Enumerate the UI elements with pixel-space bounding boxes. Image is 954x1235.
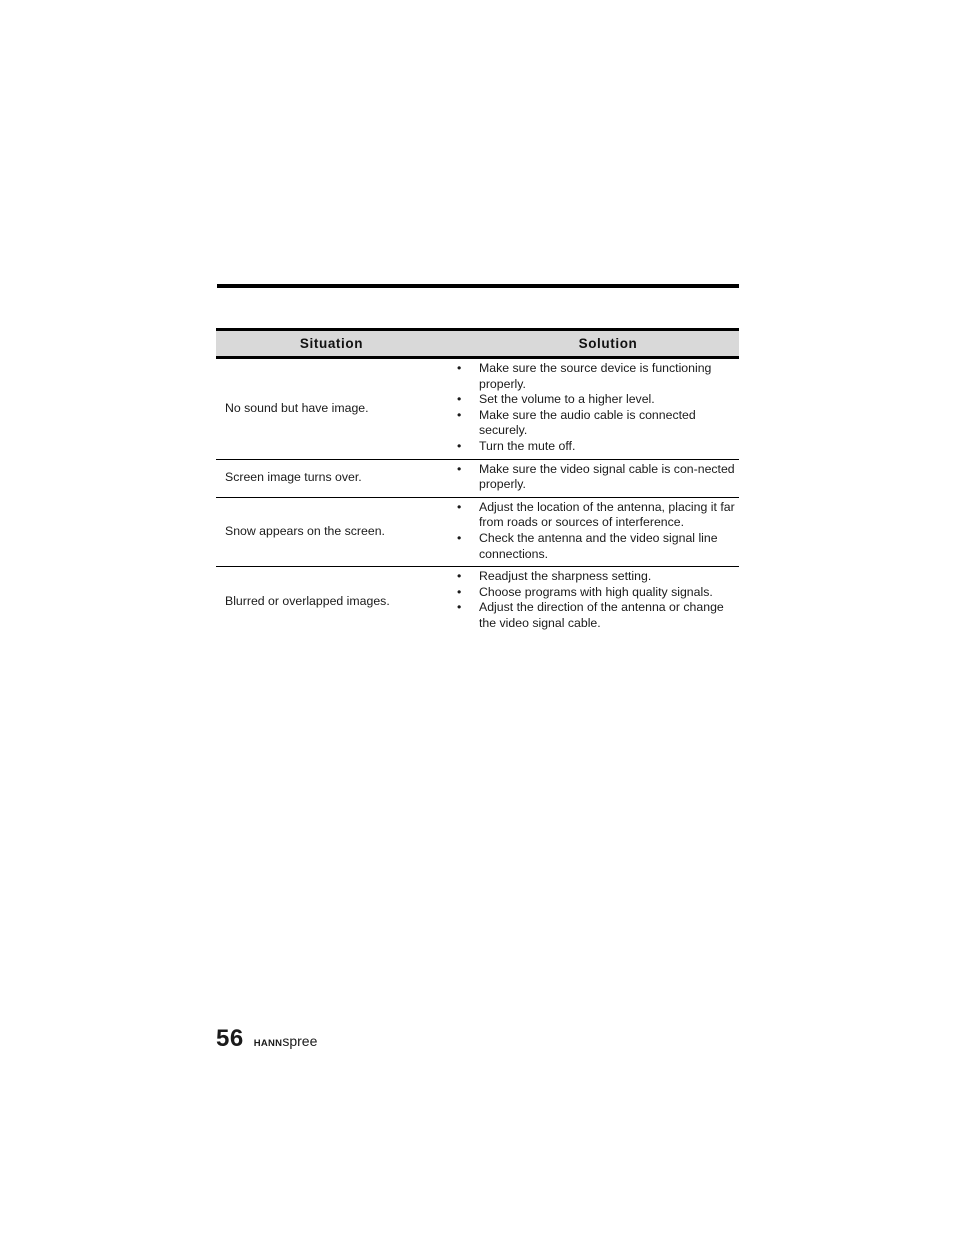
solution-cell xyxy=(447,567,739,636)
solution-list xyxy=(447,462,735,493)
brand-logo-light: spree xyxy=(282,1033,318,1049)
bullet-icon: • xyxy=(457,569,462,584)
table-row xyxy=(216,567,739,636)
page-footer xyxy=(216,1025,317,1055)
brand-logo xyxy=(254,1033,318,1049)
bullet-icon: • xyxy=(457,392,462,407)
bullet-icon: • xyxy=(457,438,462,453)
situation-cell: No sound but have image. xyxy=(216,358,447,460)
troubleshooting-table xyxy=(216,328,739,636)
solution-item: • Make sure the video signal cable is con-nected properly. xyxy=(457,461,735,492)
solution-item: • Readjust the sharpness setting. xyxy=(457,569,652,584)
solution-item: • Choose programs with high quality signals. xyxy=(457,584,713,599)
solution-item: • Adjust the direction of the antenna or change the video signal cable. xyxy=(457,600,724,630)
table-row xyxy=(216,497,739,566)
solution-header: Solution xyxy=(447,330,739,358)
bullet-icon: • xyxy=(457,461,462,476)
solution-cell xyxy=(447,358,739,460)
bullet-icon: • xyxy=(457,600,462,615)
brand-logo-bold: HANN xyxy=(253,1038,283,1049)
top-rule xyxy=(217,284,739,288)
solution-item: • Make sure the source device is functioning properly. xyxy=(457,361,712,391)
situation-header: Situation xyxy=(216,330,447,358)
solution-cell xyxy=(447,497,739,566)
table-row xyxy=(216,459,739,497)
solution-list xyxy=(447,500,735,562)
solution-item: • Check the antenna and the video signal line connections. xyxy=(457,530,718,561)
solution-item: • Set the volume to a higher level. xyxy=(457,392,655,407)
solution-list xyxy=(447,361,735,455)
table-row xyxy=(216,358,739,460)
situation-cell: Snow appears on the screen. xyxy=(216,497,447,566)
solution-item: • Adjust the location of the antenna, placing it far from roads or sources of interference. xyxy=(457,499,735,530)
solution-item: • Make sure the audio cable is connected securely. xyxy=(457,407,696,438)
bullet-icon: • xyxy=(457,584,462,599)
bullet-icon: • xyxy=(457,407,462,422)
solution-list xyxy=(447,569,735,631)
solution-item: • Turn the mute off. xyxy=(457,438,576,453)
situation-cell: Screen image turns over. xyxy=(216,459,447,497)
solution-cell xyxy=(447,459,739,497)
bullet-icon: • xyxy=(457,530,462,545)
page-number: 56 xyxy=(216,1025,244,1052)
table-header-row xyxy=(216,330,739,358)
situation-cell: Blurred or overlapped images. xyxy=(225,593,390,608)
bullet-icon: • xyxy=(457,499,462,514)
bullet-icon: • xyxy=(457,361,462,375)
